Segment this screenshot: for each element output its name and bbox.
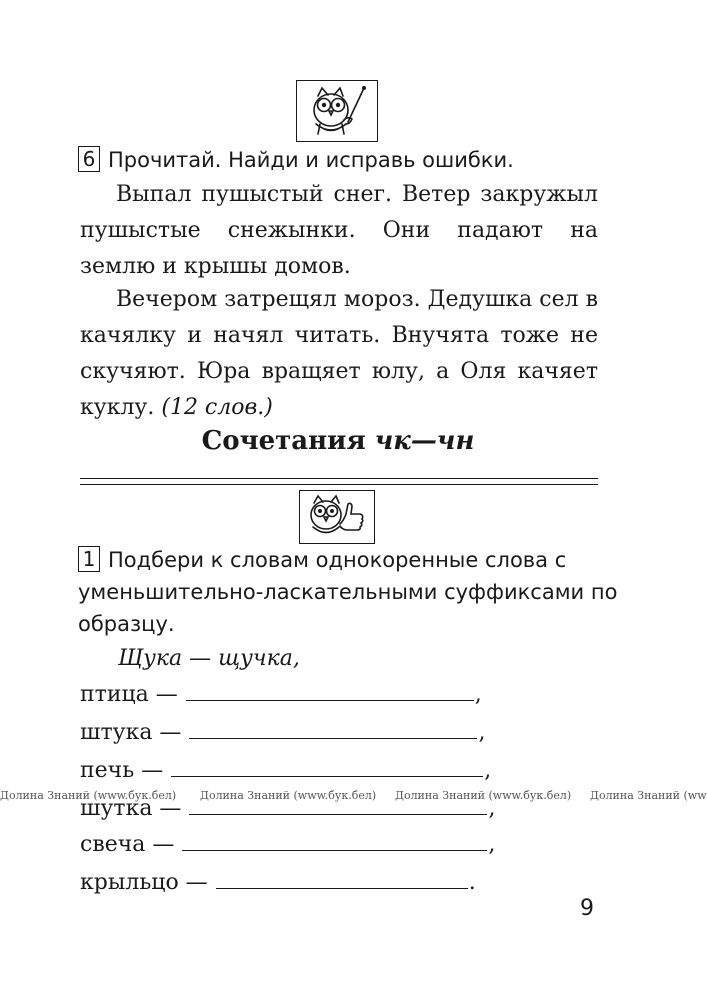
answer-blank[interactable] (171, 758, 483, 777)
task-instruction: Прочитай. Найди и исправь ошибки. (108, 148, 514, 172)
paragraph-text: Выпал пушыстый снег. Ветер закружыл пушыстые снежынки. Они падают на землю и крышы домов. (80, 182, 598, 279)
fill-row (80, 870, 476, 895)
row-word: штука — (80, 720, 182, 745)
fill-row (80, 682, 482, 707)
row-punctuation: , (474, 682, 482, 707)
row-punctuation: , (478, 720, 486, 745)
owl-teacher-pointer-icon (296, 80, 378, 142)
row-punctuation: , (488, 832, 496, 857)
row-word: шутка — (80, 796, 182, 821)
row-word: печь — (80, 758, 164, 783)
row-punctuation: . (468, 870, 476, 895)
task-number-box: 1 (78, 546, 100, 572)
word-count: (12 слов.) (161, 395, 273, 420)
section-title-italic: чк—чн (374, 426, 475, 456)
task-6-heading (78, 145, 638, 175)
task-1-heading (78, 544, 623, 640)
fill-row (80, 832, 495, 857)
page-number: 9 (580, 896, 594, 921)
owl-thumbs-up-icon (299, 490, 375, 544)
paragraph-text (80, 282, 598, 426)
row-punctuation: , (484, 758, 492, 783)
watermark-text: Долина Знаний (www.бук.бел) (395, 789, 572, 802)
fill-row (80, 758, 491, 783)
row-punctuation: , (488, 796, 496, 821)
section-title-prefix: Сочетания (201, 426, 375, 456)
row-word: птица — (80, 682, 178, 707)
row-word: свеча — (80, 832, 175, 857)
row-word: крыльцо — (80, 870, 208, 895)
section-title (0, 426, 676, 456)
answer-blank[interactable] (182, 832, 487, 851)
task-instruction: Подбери к словам однокоренные слова с уменьшительно-ласкательными суффиксами по образцу. (78, 548, 618, 636)
answer-blank[interactable] (189, 720, 477, 739)
fill-row (80, 720, 485, 745)
story-paragraph-1 (80, 177, 598, 285)
paragraph-body: Вечером затрещял мороз. Дедушка сел в качялку и начял читать. Внучята тоже не скучяют. Юра вращяет юлу, а Оля качяет куклу. (80, 287, 598, 420)
watermark-text: Долина Знаний (www.бук.бел) (0, 789, 177, 802)
example-text: Щука — щучка, (118, 646, 300, 671)
watermark-text: Долина Знаний (ww (590, 789, 707, 802)
double-rule-divider (80, 478, 598, 485)
story-paragraph-2 (80, 282, 598, 426)
answer-blank[interactable] (216, 870, 468, 889)
watermark-text: Долина Знаний (www.бук.бел) (200, 789, 377, 802)
task-number-box: 6 (78, 146, 100, 172)
answer-blank[interactable] (186, 682, 474, 701)
